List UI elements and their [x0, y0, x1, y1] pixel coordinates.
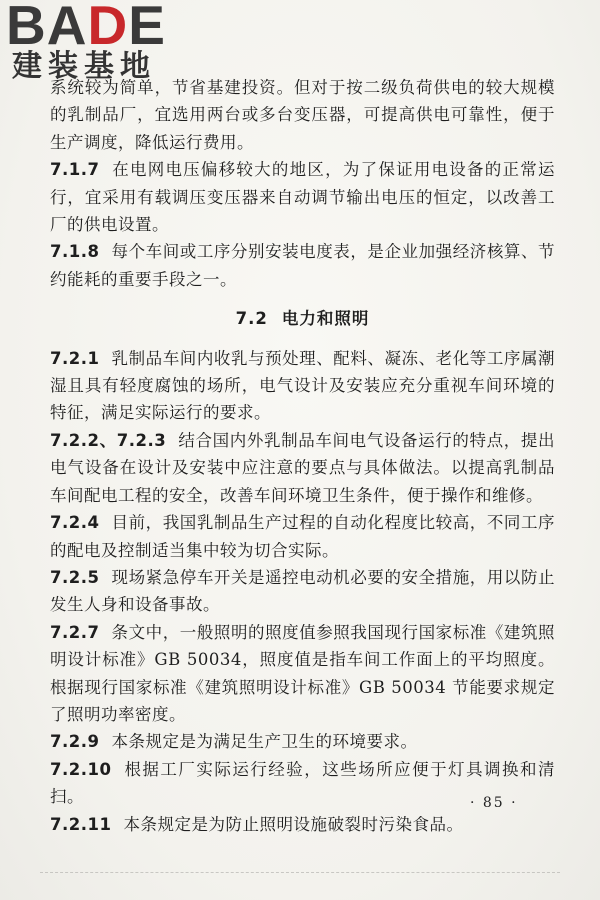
clause-text: 结合国内外乳制品车间电气设备运行的特点，提出电气设备在设计及安装中应注意的要点与具体做法。以提高乳制品车间配电工程的安全，改善车间环境卫生条件，便于操作和维修。 [50, 430, 555, 505]
paragraph-7-2-9 [50, 728, 555, 755]
paragraph-7-1-8 [50, 238, 555, 293]
clause-number: 7.2.11 [50, 814, 112, 834]
clause-text: 条文中，一般照明的照度值参照我国现行国家标准《建筑照明设计标准》GB 50034，照度值是指车间工作面上的平均照度。根据现行国家标准《建筑照明设计标准》GB 50034 节能要求规定了照明功率密度。 [50, 622, 555, 724]
clause-number: 7.1.8 [50, 242, 100, 262]
clause-text: 现场紧急停车开关是遥控电动机必要的安全措施，用以防止发生人身和设备事故。 [50, 567, 555, 615]
clause-number: 7.2.1 [50, 348, 100, 368]
clause-number: 7.2.7 [50, 622, 100, 642]
paragraph-7-2-5 [50, 564, 555, 619]
clause-number: 7.2.5 [50, 567, 100, 587]
clause-text: 根据工厂实际运行经验，这些场所应便于灯具调换和清扫。 [50, 759, 555, 807]
clause-number: 7.2.4 [50, 513, 100, 533]
clause-number: 7.2.2、7.2.3 [50, 430, 167, 450]
section-heading [50, 305, 555, 332]
section-title-text: 电力和照明 [281, 309, 370, 329]
paragraph-7-2-4 [50, 509, 555, 564]
clause-number: 7.1.7 [50, 160, 100, 180]
clause-number: 7.2.9 [50, 732, 100, 752]
clause-text: 本条规定是为满足生产卫生的环境要求。 [111, 732, 418, 752]
page-number: · 85 · [470, 795, 518, 811]
bade-logo [4, 2, 179, 92]
clause-text: 在电网电压偏移较大的地区，为了保证用电设备的正常运行，宜采用有载调压变压器来自动调节输出电压的恒定，以改善工厂的供电设置。 [50, 160, 555, 235]
logo-subtitle: 建装基地 [12, 49, 156, 84]
clause-text: 本条规定是为防止照明设施破裂时污染食品。 [123, 814, 464, 834]
paragraph-7-2-11 [50, 811, 555, 838]
clause-text: 乳制品车间内收乳与预处理、配料、凝冻、老化等工序属潮湿且具有轻度腐蚀的场所，电气设计及安装应充分重视车间环境的特征，满足实际运行的要求。 [50, 348, 555, 423]
paragraph-7-2-2 [50, 427, 555, 509]
scan-edge-line [40, 872, 560, 873]
section-number: 7.2 [235, 309, 268, 329]
paragraph-7-2-1 [50, 345, 555, 427]
paragraph-7-1-7 [50, 156, 555, 238]
logo-wordmark: BADE [6, 0, 166, 56]
paragraph: 系统较为简单，节省基建投资。但对于按二级负荷供电的较大规模的乳制品厂，宜选用两台或多台变压器，可提高供电可靠性，便于生产调度，降低运行费用。 [50, 78, 555, 152]
body-text [50, 74, 555, 838]
clause-text: 每个车间或工序分别安装电度表，是企业加强经济核算、节约能耗的重要手段之一。 [50, 242, 555, 289]
clause-number: 7.2.10 [50, 759, 112, 779]
clause-text: 目前，我国乳制品生产过程的自动化程度比较高，不同工序的配电及控制适当集中较为切合实际。 [50, 513, 555, 560]
paragraph-7-2-7 [50, 619, 555, 729]
